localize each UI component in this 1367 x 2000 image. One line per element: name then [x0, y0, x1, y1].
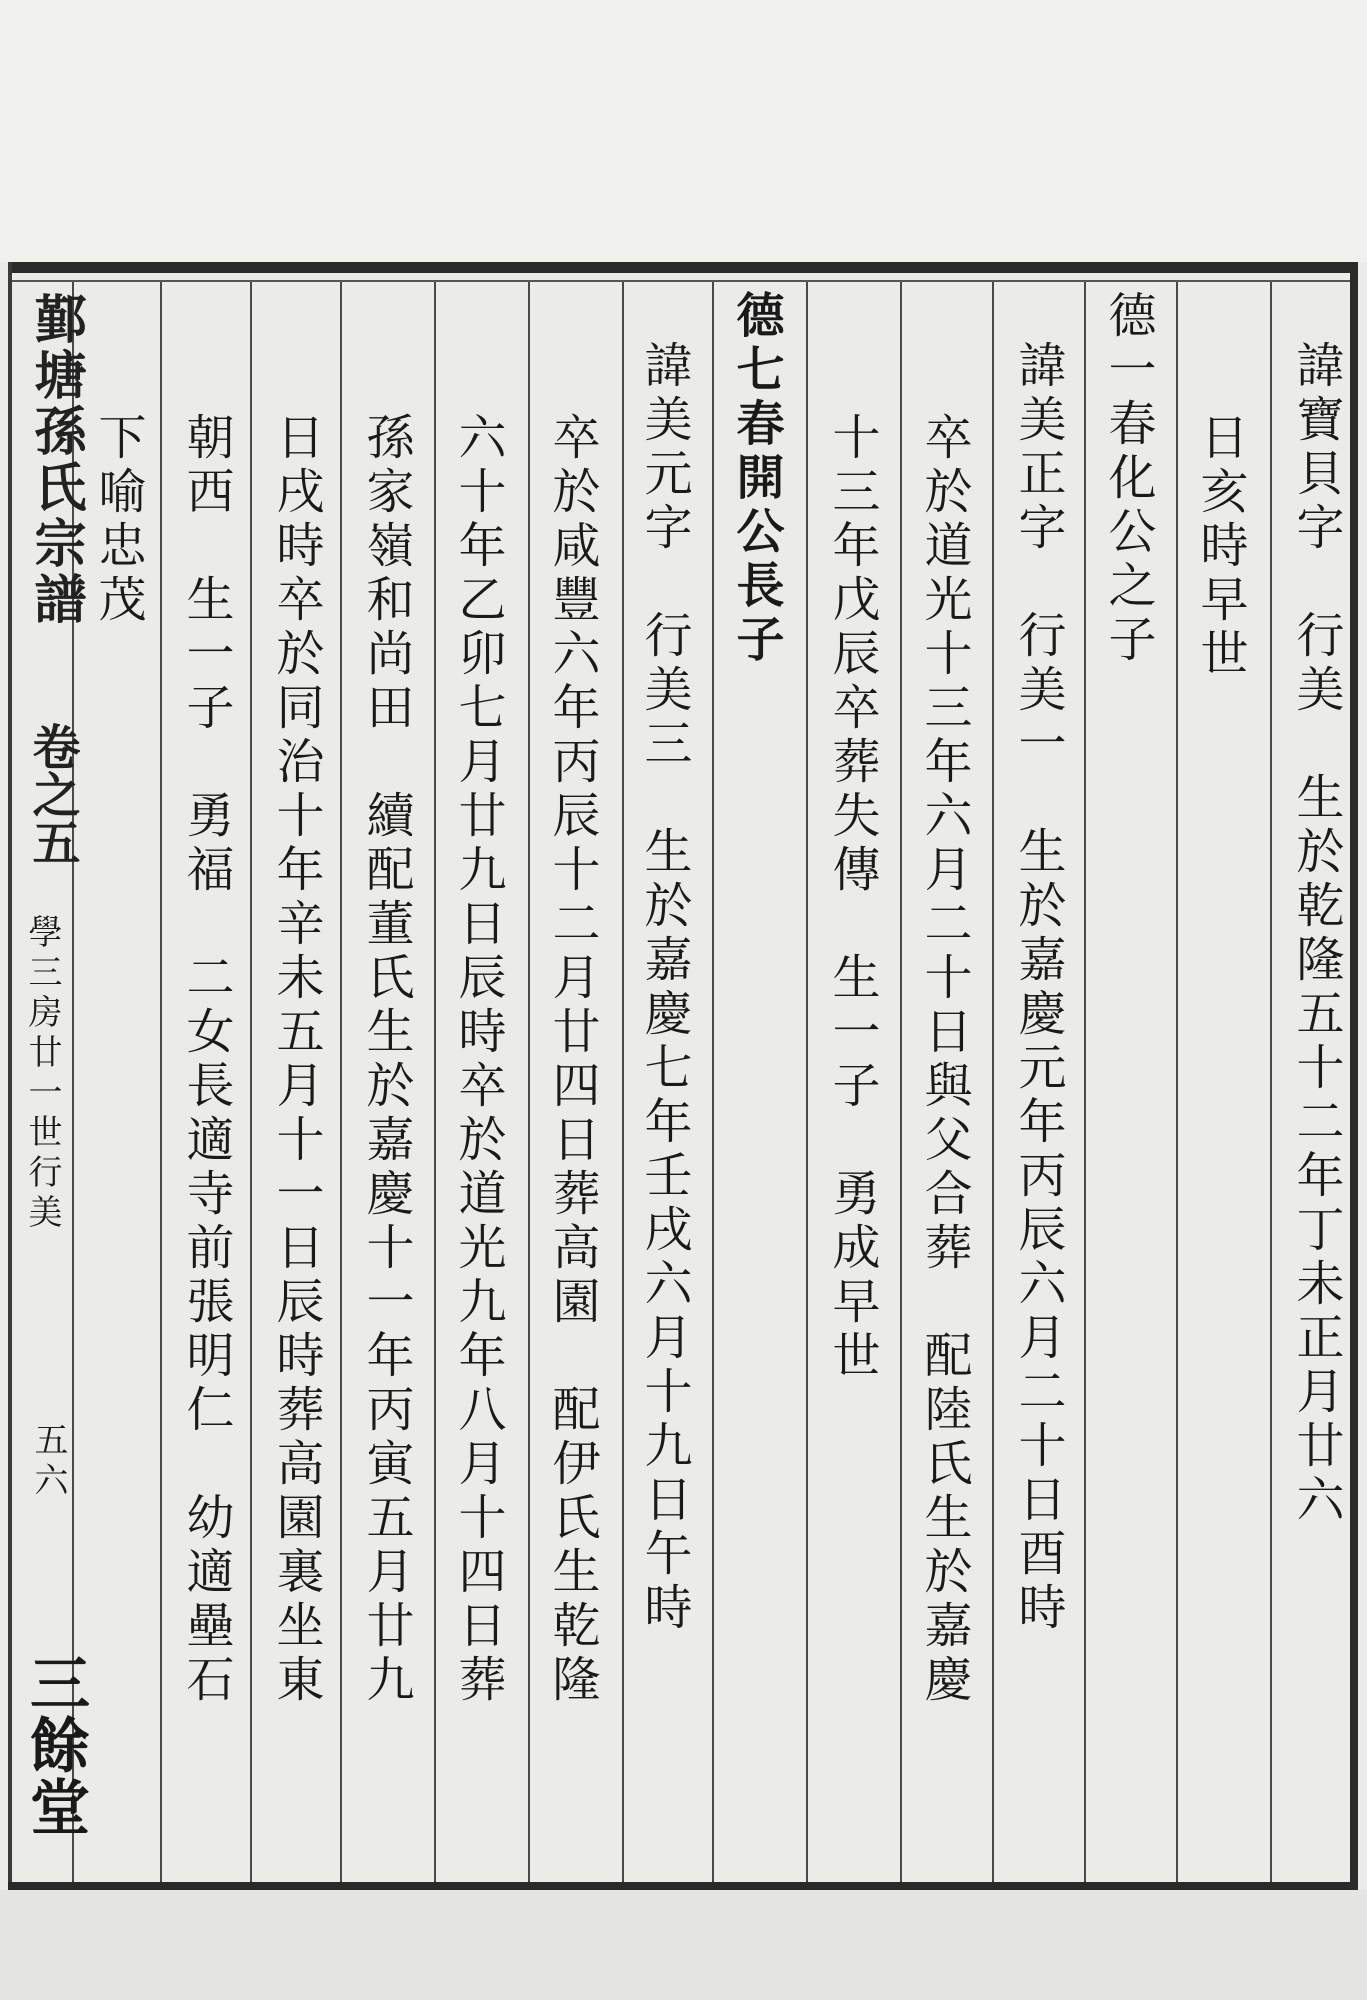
text-column: 諱寶貝字 行美 生於乾隆五十二年丁未正月廿六 — [1288, 340, 1344, 1528]
column-rule — [992, 282, 994, 1882]
section-label: 學三房廿一世行美 — [22, 914, 62, 1234]
column-rule — [1084, 282, 1086, 1882]
column-rule — [250, 282, 252, 1882]
text-column: 朝西 生一子 勇福 二女長適寺前張明仁 幼適壘石 — [178, 412, 234, 1708]
genealogy-title: 鄞塘孫氏宗譜 — [25, 292, 86, 628]
column-rule — [712, 282, 714, 1882]
column-rule — [160, 282, 162, 1882]
text-column: 十三年戊辰卒葬失傳 生一子 勇成早世 — [824, 412, 880, 1384]
volume-label: 卷之五 — [24, 722, 80, 866]
hall-name: 三餘堂 — [20, 1652, 90, 1838]
column-rule — [340, 282, 342, 1882]
text-column: 卒於咸豐六年丙辰十二月廿四日葬高園 配伊氏生乾隆 — [544, 412, 600, 1708]
spine — [12, 282, 90, 1882]
text-column: 下喻忠茂 — [90, 412, 146, 628]
page-number: 五六 — [28, 1422, 68, 1502]
text-column: 卒於道光十三年六月二十日與父合葬 配陸氏生於嘉慶 — [916, 412, 972, 1708]
frame-right-border — [1350, 262, 1358, 1890]
text-column: 諱美正字 行美一 生於嘉慶元年丙辰六月二十日酉時 — [1010, 340, 1066, 1636]
frame-bottom-border — [8, 1882, 1358, 1890]
frame-top-inner-line — [8, 280, 1358, 282]
column-rule — [1176, 282, 1178, 1882]
column-rule — [900, 282, 902, 1882]
column-rule — [806, 282, 808, 1882]
text-column: 六十年乙卯七月廿九日辰時卒於道光九年八月十四日葬 — [450, 412, 506, 1708]
text-column: 德七春開公長子 — [728, 290, 784, 668]
column-rule — [1270, 282, 1272, 1882]
text-column: 日亥時早世 — [1192, 412, 1248, 682]
text-column: 德一春化公之子 — [1100, 290, 1156, 668]
column-rule — [528, 282, 530, 1882]
top-margin — [0, 0, 1367, 262]
frame-top-border — [8, 262, 1358, 273]
column-rule — [434, 282, 436, 1882]
bottom-margin — [0, 1890, 1367, 2000]
text-column: 孫家嶺和尚田 續配董氏生於嘉慶十一年丙寅五月廿九 — [358, 412, 414, 1708]
text-column: 諱美元字 行美三 生於嘉慶七年壬戌六月十九日午時 — [636, 340, 692, 1636]
text-column: 日戌時卒於同治十年辛未五月十一日辰時葬高園裏坐東 — [268, 412, 324, 1708]
column-rule — [622, 282, 624, 1882]
